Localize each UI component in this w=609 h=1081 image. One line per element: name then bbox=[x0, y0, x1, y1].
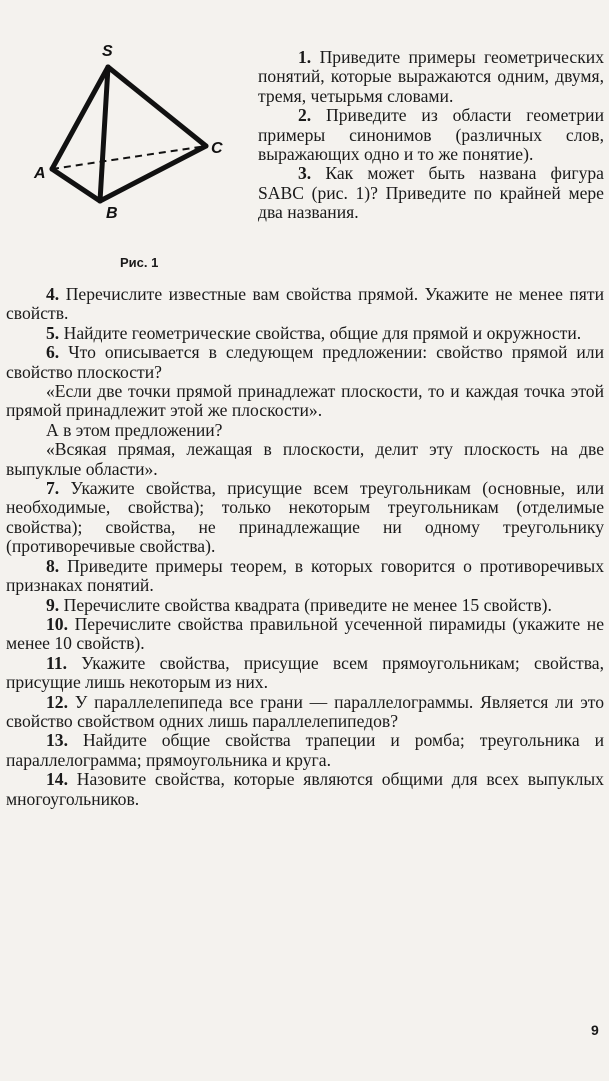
question-5: 5. Найдите геометрические свойства, общие для прямой и окружности. bbox=[46, 322, 582, 343]
question-3: 3. Как может быть названа фигура SABC (рис. 1)? Приведите по крайней мере два названия. bbox=[258, 163, 604, 223]
vertex-label-a: A bbox=[34, 165, 46, 182]
quote-1: «Если две точки прямой принадлежат плоскости, то и каждая точка этой прямой принадлежит этой же плоскости». bbox=[6, 381, 604, 421]
vertex-label-b: B bbox=[106, 205, 118, 222]
question-6-followup: А в этом предложении? bbox=[46, 419, 223, 440]
question-8: 8. Приведите примеры теорем, в которых говорится о противоречивых признаках понятий. bbox=[6, 555, 604, 596]
question-12: 12. У параллелепипеда все грани — параллелограммы. Является ли это свойство свойством одних лишь параллелепипедов? bbox=[6, 691, 604, 731]
page-number: 9 bbox=[591, 1022, 599, 1038]
question-10: 10. Перечислите свойства правильной усеченной пирамиды (укажите не менее 10 свойств). bbox=[6, 613, 604, 654]
question-4: 4. Перечислите известные вам свойства прямой. Укажите не менее пяти свойств. bbox=[6, 284, 604, 324]
question-2: 2. Приведите из области геометрии примеры синонимов (различных слов, выражающих одно и то же понятие). bbox=[258, 105, 604, 165]
question-9: 9. Перечислите свойства квадрата (приведите не менее 15 свойств). bbox=[46, 594, 552, 615]
vertex-label-s: S bbox=[102, 43, 113, 60]
question-7: 7. Укажите свойства, присущие всем треугольникам (основные, или необходимые, свойства); только некоторым треугольникам (отделимые свойства); свойства, не принадлежащие ни одному треугольнику (противоречивые свойства). bbox=[6, 478, 604, 557]
question-1: 1. Приведите примеры геометрических понятий, которые выражаются одним, двумя, тремя, четырьмя словами. bbox=[258, 47, 604, 106]
pyramid-figure bbox=[0, 40, 250, 280]
figure-caption: Рис. 1 bbox=[120, 255, 159, 270]
vertex-label-c: C bbox=[211, 140, 223, 157]
questions-full-width bbox=[6, 285, 604, 809]
question-13: 13. Найдите общие свойства трапеции и ромба; треугольника и параллелограмма; прямоугольника и круга. bbox=[6, 730, 605, 770]
question-11: 11. Укажите свойства, присущие всем прямоугольникам; свойства, присущие лишь некоторым из них. bbox=[6, 652, 604, 693]
pyramid-diagram bbox=[0, 40, 250, 280]
questions-beside-figure bbox=[258, 48, 604, 223]
question-6: 6. Что описывается в следующем предложении: свойство прямой или свойство плоскости? bbox=[6, 342, 604, 382]
question-14: 14. Назовите свойства, которые являются общими для всех выпуклых многоугольников. bbox=[6, 769, 604, 809]
quote-2: «Всякая прямая, лежащая в плоскости, делит эту плоскость на две выпуклые области». bbox=[6, 439, 604, 479]
